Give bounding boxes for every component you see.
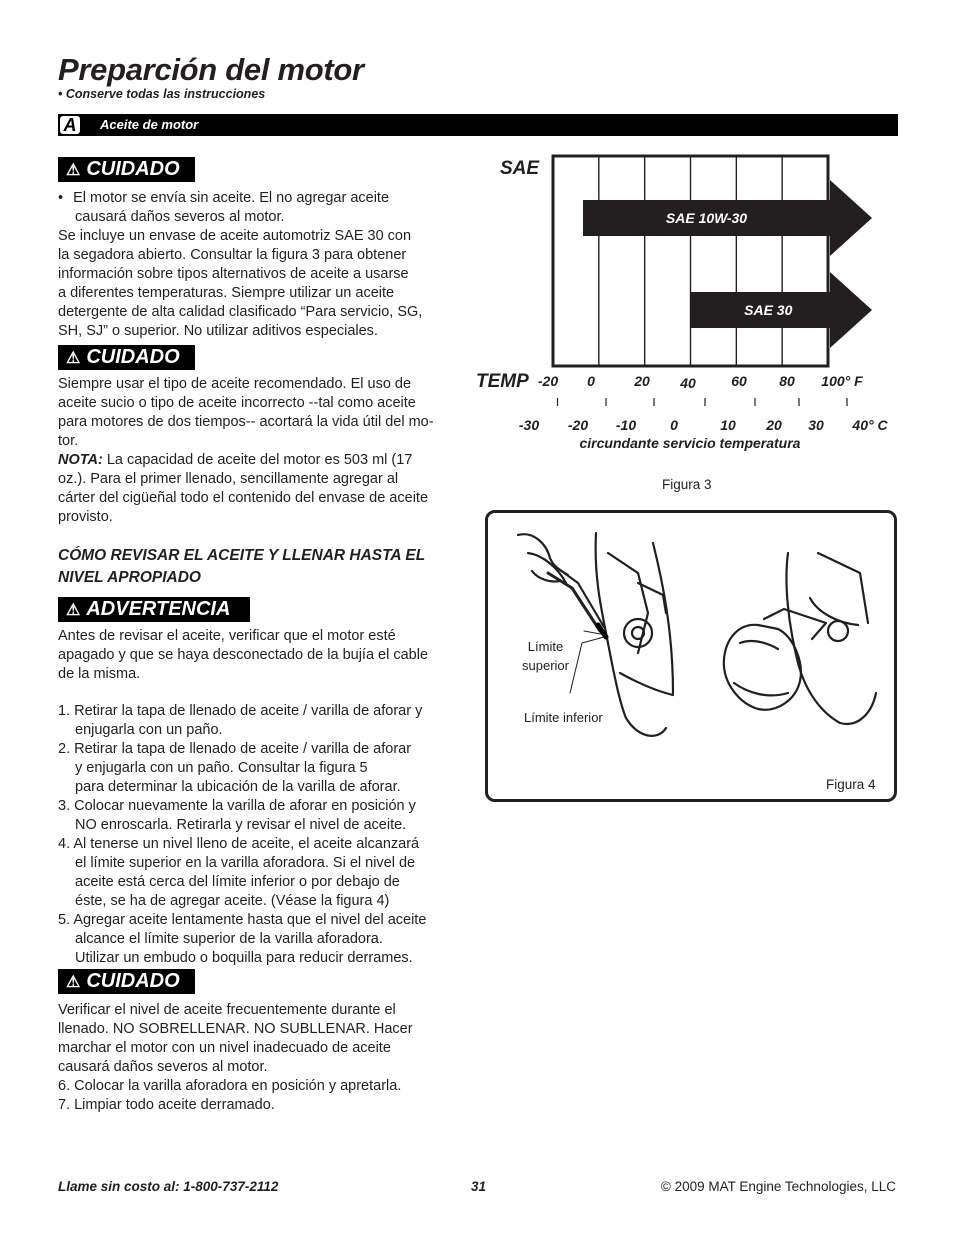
text-line bbox=[58, 189, 463, 208]
check-oil-heading bbox=[58, 545, 463, 589]
oil-range-arrowhead bbox=[830, 180, 872, 256]
text-line: marchar el motor con un nivel inadecuado de aceite bbox=[58, 1040, 391, 1056]
caution-label: CUIDADO bbox=[86, 970, 180, 992]
footer-phone: Llame sin costo al: 1-800-737-2112 bbox=[58, 1179, 279, 1194]
step-line: NO enroscarla. Retirarla y revisar el nivel de aceite. bbox=[75, 817, 407, 833]
caution-3-text bbox=[58, 1001, 463, 1115]
text-line: 6. Colocar la varilla aforadora en posición y apretarla. bbox=[58, 1078, 402, 1094]
step-line: para determinar la ubicación de la varilla de aforar. bbox=[75, 779, 401, 795]
series-label: SAE 10W-30 bbox=[665, 210, 748, 226]
celsius-tick-label: 10 bbox=[720, 417, 736, 433]
fahrenheit-axis bbox=[538, 373, 863, 391]
text-line: Se incluye un envase de aceite automotriz SAE 30 con bbox=[58, 228, 412, 244]
step-line: éste, se ha de agregar aceite. (Véase la figura 4) bbox=[75, 893, 390, 909]
section-letter: A bbox=[58, 114, 82, 136]
note-label: NOTA: bbox=[58, 452, 103, 468]
step-line: 2. Retirar la tapa de llenado de aceite / varilla de aforar bbox=[58, 741, 412, 757]
label-line: Límite bbox=[527, 639, 564, 654]
caution-2-text bbox=[58, 375, 463, 527]
fahrenheit-tick-label: 100° F bbox=[821, 373, 863, 389]
celsius-tick-label: 40° C bbox=[852, 417, 888, 433]
heading-line: CÓMO REVISAR EL ACEITE Y LLENAR HASTA EL bbox=[58, 547, 426, 564]
text-line: de la misma. bbox=[58, 666, 141, 682]
text-line: a diferentes temperaturas. Siempre utilizar un aceite bbox=[58, 285, 395, 301]
steps-list bbox=[58, 702, 463, 968]
celsius-tick-label: 20 bbox=[766, 417, 782, 433]
fahrenheit-tick-label: 0 bbox=[587, 373, 595, 389]
text-line: 7. Limpiar todo aceite derramado. bbox=[58, 1097, 275, 1113]
warning-triangle-icon: ⚠ bbox=[66, 602, 81, 619]
caution-label: CUIDADO bbox=[86, 346, 180, 368]
oil-range-arrowhead bbox=[830, 272, 872, 348]
warning-banner bbox=[58, 597, 250, 622]
step-line: 5. Agregar aceite lentamente hasta que el nivel del aceite bbox=[58, 912, 427, 928]
text-line: tor. bbox=[58, 433, 79, 449]
text-line: apagado y que se haya desconectado de la bujía el cable bbox=[58, 647, 429, 663]
figure-4-caption: Figura 4 bbox=[826, 777, 876, 792]
text-line: llenado. NO SOBRELLENAR. NO SUBLLENAR. Hacer bbox=[58, 1021, 413, 1037]
chart-x-caption: circundante servicio temperatura bbox=[579, 435, 801, 451]
series-label: SAE 30 bbox=[744, 302, 793, 318]
caution-banner bbox=[58, 345, 195, 370]
step-line: y enjugarla con un paño. Consultar la figura 5 bbox=[75, 760, 368, 776]
caution-banner bbox=[58, 969, 195, 994]
page-subtitle: • Conserve todas las instrucciones bbox=[58, 87, 266, 101]
page-number: 31 bbox=[471, 1179, 487, 1194]
step-line: aceite está cerca del límite inferior o por debajo de bbox=[75, 874, 400, 890]
text-line: información sobre tipos alternativos de aceite a usarse bbox=[58, 266, 409, 282]
celsius-tick-label: 30 bbox=[808, 417, 824, 433]
text-line: causará daños severos al motor. bbox=[75, 209, 285, 225]
chart-y-label: SAE bbox=[500, 158, 540, 179]
warning-triangle-icon: ⚠ bbox=[66, 162, 81, 179]
text-line bbox=[58, 451, 463, 470]
celsius-tick-label: -30 bbox=[518, 417, 540, 433]
step-line: alcance el límite superior de la varilla aforadora. bbox=[75, 931, 383, 947]
fahrenheit-tick-label: 20 bbox=[634, 373, 650, 389]
celsius-tick-label: -10 bbox=[615, 417, 637, 433]
fahrenheit-tick-label: -20 bbox=[537, 373, 559, 389]
step-line: 4. Al tenerse un nivel lleno de aceite, el aceite alcanzará bbox=[58, 836, 420, 852]
text-line: causará daños severos al motor. bbox=[58, 1059, 268, 1075]
figure-4-box bbox=[485, 510, 897, 802]
label-line: superior bbox=[522, 658, 569, 673]
text-line: detergente de alta calidad clasificado “Para servicio, SG, bbox=[58, 304, 423, 320]
upper-limit-label bbox=[522, 637, 569, 675]
section-bar bbox=[58, 114, 898, 136]
celsius-tick-label: 0 bbox=[670, 417, 678, 433]
oil-viscosity-chart bbox=[476, 150, 900, 460]
step-line: Utilizar un embudo o boquilla para reducir derrames. bbox=[75, 950, 413, 966]
fahrenheit-tick-label: 80 bbox=[779, 373, 795, 389]
step-line: 1. Retirar la tapa de llenado de aceite / varilla de aforar y bbox=[58, 703, 423, 719]
warning-label: ADVERTENCIA bbox=[86, 598, 231, 620]
step-line: el límite superior en la varilla aforadora. Si el nivel de bbox=[75, 855, 416, 871]
footer-copyright: © 2009 MAT Engine Technologies, LLC bbox=[660, 1179, 896, 1194]
step-line: enjugarla con un paño. bbox=[75, 722, 223, 738]
warning-text bbox=[58, 627, 463, 684]
text-line: la segadora abierto. Consultar la figura 3 para obtener bbox=[58, 247, 407, 263]
text-line: Siempre usar el tipo de aceite recomendado. El uso de bbox=[58, 376, 412, 392]
bullet: • bbox=[58, 190, 64, 206]
warning-triangle-icon: ⚠ bbox=[66, 974, 81, 991]
fahrenheit-tick-label: 40 bbox=[680, 375, 696, 391]
warning-triangle-icon: ⚠ bbox=[66, 350, 81, 367]
caution-label: CUIDADO bbox=[86, 158, 180, 180]
text-line: aceite sucio o tipo de aceite incorrecto --tal como aceite bbox=[58, 395, 416, 411]
text-span: El motor se envía sin aceite. El no agregar aceite bbox=[73, 190, 390, 206]
celsius-axis bbox=[519, 398, 889, 433]
text-line: provisto. bbox=[58, 509, 113, 525]
text-line: SH, SJ” o superior. No utilizar aditivos especiales. bbox=[58, 323, 378, 339]
page-title: Preparción del motor bbox=[58, 52, 364, 87]
text-line: Verificar el nivel de aceite frecuentemente durante el bbox=[58, 1002, 396, 1018]
text-line: Antes de revisar el aceite, verificar que el motor esté bbox=[58, 628, 396, 644]
heading-line: NIVEL APROPIADO bbox=[58, 569, 201, 586]
text-span: La capacidad de aceite del motor es 503 ml (17 bbox=[102, 452, 413, 468]
figure-3-caption: Figura 3 bbox=[662, 477, 712, 492]
text-line: cárter del cigüeñal todo el contenido del envase de aceite bbox=[58, 490, 429, 506]
text-line: para motores de dos tiempos-- acortará la vida útil del mo- bbox=[58, 414, 434, 430]
caution-banner bbox=[58, 157, 195, 182]
step-line: 3. Colocar nuevamente la varilla de aforar en posición y bbox=[58, 798, 416, 814]
lower-limit-label: Límite inferior bbox=[524, 710, 603, 725]
fahrenheit-tick-label: 60 bbox=[731, 373, 747, 389]
text-line: oz.). Para el primer llenado, sencillamente agregar al bbox=[58, 471, 399, 487]
chart-x-label: TEMP bbox=[476, 371, 529, 392]
section-label: Aceite de motor bbox=[100, 117, 199, 132]
caution-1-text bbox=[58, 189, 463, 341]
celsius-tick-label: -20 bbox=[567, 417, 589, 433]
